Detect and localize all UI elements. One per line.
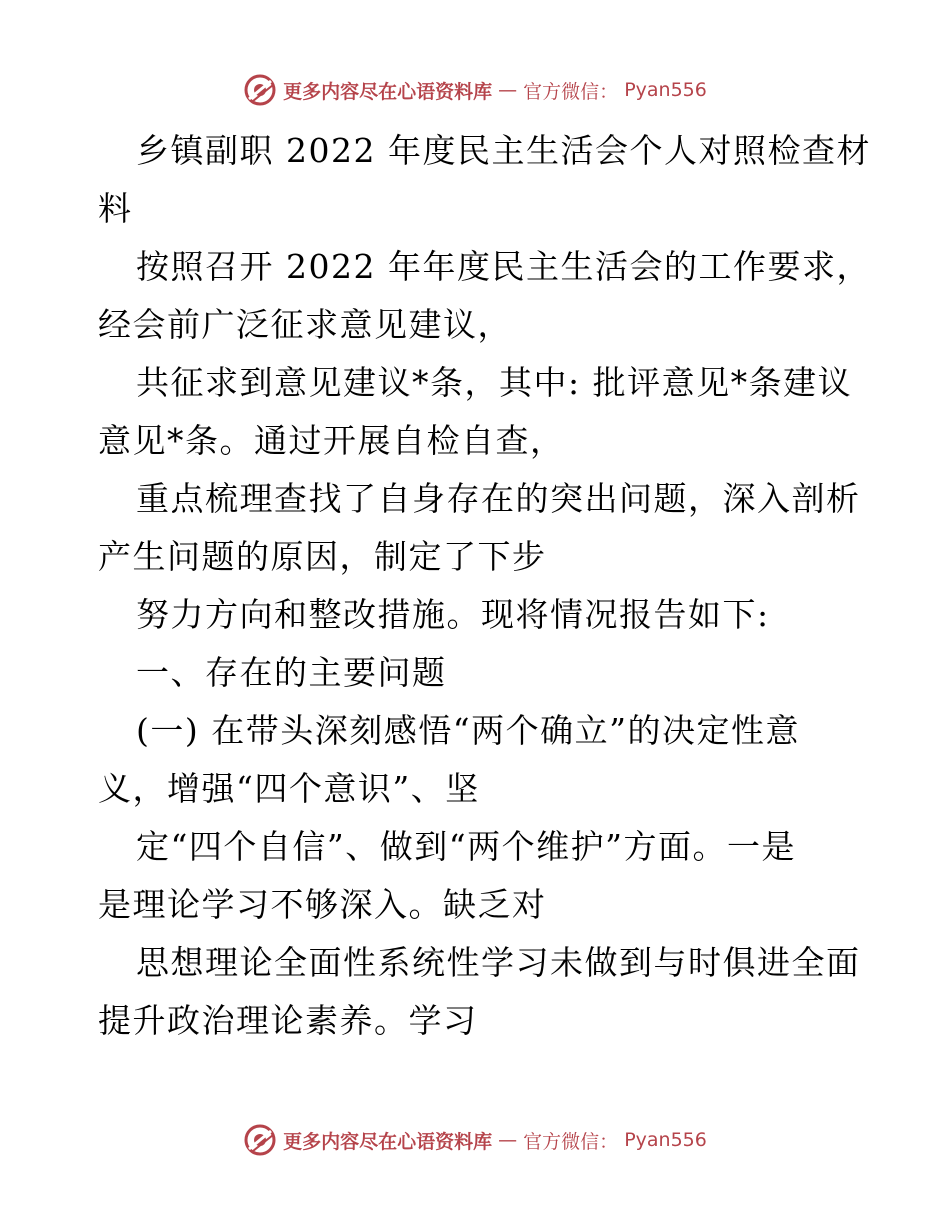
paragraph-line: 思想理论全面性系统性学习未做到与时俱进全面 [136, 943, 861, 982]
paragraph-line: 重点梳理查找了自身存在的突出问题，深入剖析 [136, 479, 861, 518]
banner-wechat-label: 官方微信： [523, 80, 619, 103]
paragraph-line: 定“四个自信”、做到“两个维护”方面。一是 [136, 827, 796, 866]
paragraph-line: 是理论学习不够深入。缺乏对 [98, 885, 547, 924]
footer-banner [0, 1120, 950, 1160]
banner-text: 更多内容尽在心语资料库 [283, 80, 493, 103]
paragraph-line: 经会前广泛征求意见建议， [98, 305, 512, 344]
logo-icon [243, 73, 277, 107]
banner-wechat-id: Pyan556 [624, 1129, 707, 1151]
paragraph-line: 按照召开 2022 年年度民主生活会的工作要求， [136, 247, 871, 286]
paragraph-line: 共征求到意见建议*条，其中: 批评意见*条建议 [136, 363, 853, 402]
paragraph-line: 产生问题的原因，制定了下步 [98, 537, 547, 576]
document-title-cont: 料 [98, 189, 133, 228]
banner-separator: — [498, 1129, 518, 1151]
header-banner [0, 70, 950, 110]
banner-wechat-id: Pyan556 [624, 79, 707, 101]
section-heading: 一、存在的主要问题 [136, 653, 447, 692]
paragraph-line: 努力方向和整改措施。现将情况报告如下: [136, 595, 770, 634]
paragraph-line: 意见*条。通过开展自检自查， [98, 421, 565, 460]
logo-icon [243, 1123, 277, 1157]
document-body [98, 122, 871, 1050]
banner-separator: — [498, 79, 518, 101]
document-title: 乡镇副职 2022 年度民主生活会个人对照检查材 [136, 131, 871, 170]
banner-text: 更多内容尽在心语资料库 [283, 1130, 493, 1153]
banner-wechat-label: 官方微信： [523, 1130, 619, 1153]
paragraph-line: 义，增强“四个意识”、坚 [98, 769, 480, 808]
paragraph-line: 提升政治理论素养。学习 [98, 1001, 478, 1040]
subsection-heading: (一) 在带头深刻感悟“两个确立”的决定性意 [136, 711, 800, 750]
